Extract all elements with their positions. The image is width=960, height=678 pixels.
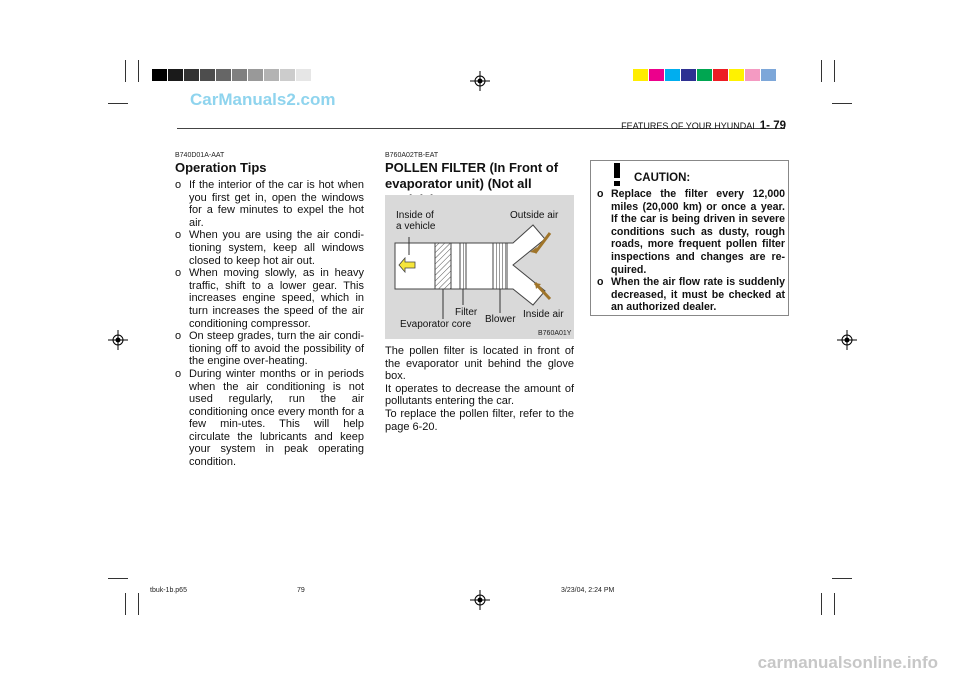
list-item: o When moving slowly, as in heavy traffic, shift to a lower gear. This increases engine speed, which in turn increases the speed of the air conditioning compressor. [175,267,364,330]
pollen-filter-description [385,345,574,433]
label-evaporator-core: Evaporator core [400,319,472,330]
calibration-swatch [152,69,167,81]
warning-exclamation-icon [610,163,624,187]
list-item: o When the air flow rate is suddenly decreased, it must be checked at an authorized dealer. [597,276,785,314]
tips-list [175,179,364,469]
registration-target-icon [837,330,857,350]
calibration-swatch [200,69,215,81]
calibration-swatch [232,69,247,81]
list-item: o Replace the filter every 12,000 miles (20,000 km) or once a year. If the car is being driven in severe conditions such as dusty, rough roads, more frequent pollen filter inspections and changes are re-quired. [597,188,785,276]
grayscale-calibration-bar [152,68,312,80]
page-number: 1- 79 [759,120,786,132]
section-title: FEATURES OF YOUR HYUNDAI [621,121,755,131]
watermark-bottom[interactable]: carmanualsonline.info [757,653,938,672]
calibration-swatch [649,69,664,81]
description-line: The pollen filter is located in front of the evaporator unit behind the glove box. [385,345,574,383]
caution-list [597,188,785,314]
label-inside-of-vehicle-2: a vehicle [396,221,436,232]
section-title-line2: evaporator unit) (Not all [385,176,532,191]
description-line: It operates to decrease the amount of pollutants entering the car. [385,382,574,408]
list-item: o When you are using the air condi-tioning system, keep all windows closed to keep hot air out. [175,229,364,267]
evaporator-core-shape [435,243,451,289]
calibration-swatch [264,69,279,81]
footer-file: tbuk-1b.p65 [150,587,187,594]
calibration-swatch [280,69,295,81]
label-outside-air: Outside air [510,210,559,221]
operation-tips-section [175,152,364,469]
calibration-swatch [761,69,776,81]
list-item: o On steep grades, turn the air condi-tioning off to avoid the possibility of the engine over-heating. [175,330,364,368]
registration-target-icon [470,590,490,610]
section-code: B740D01A-AAT [175,152,225,159]
registration-target-icon [108,330,128,350]
calibration-swatch [729,69,744,81]
caution-box [590,160,789,316]
calibration-swatch [665,69,680,81]
footer-date: 3/23/04, 2:24 PM [561,587,615,594]
section-title-line1: POLLEN FILTER (In Front of [385,160,559,175]
calibration-swatch [681,69,696,81]
page-header [578,120,786,132]
list-item: o During winter months or in periods when the air conditioning is not used regularly, run the air conditioning once every month for a few min-utes. This will help circulate the lubricants and keep your system in peak operating condition. [175,367,364,469]
figure-code: B760A01Y [538,330,572,337]
section-code: B760A02TB-EAT [385,152,439,159]
label-inside-of-vehicle-1: Inside of [396,210,434,221]
calibration-swatch [697,69,712,81]
list-item: o If the interior of the car is hot when you first get in, open the windows for a few minutes to expel the hot air. [175,179,364,229]
calibration-swatch [745,69,760,81]
calibration-swatch [184,69,199,81]
calibration-swatch [168,69,183,81]
calibration-swatch [777,69,792,81]
footer-page: 79 [297,587,305,594]
pollen-filter-diagram [385,195,574,339]
filter-shape [460,243,466,289]
registration-target-icon [470,71,490,91]
label-inside-air: Inside air [523,309,564,320]
calibration-swatch [216,69,231,81]
caution-title: CAUTION: [634,172,691,184]
calibration-swatch [248,69,263,81]
label-filter: Filter [455,307,478,318]
calibration-swatch [633,69,648,81]
color-calibration-bar [633,68,793,80]
label-blower: Blower [485,314,516,325]
air-duct [395,225,545,305]
description-line: To replace the pollen filter, refer to the page 6-20. [385,407,574,433]
calibration-swatch [296,69,311,81]
calibration-swatch [713,69,728,81]
blower-shape [493,243,507,289]
watermark-top[interactable]: CarManuals2.com [190,90,336,109]
section-title: Operation Tips [175,160,267,175]
